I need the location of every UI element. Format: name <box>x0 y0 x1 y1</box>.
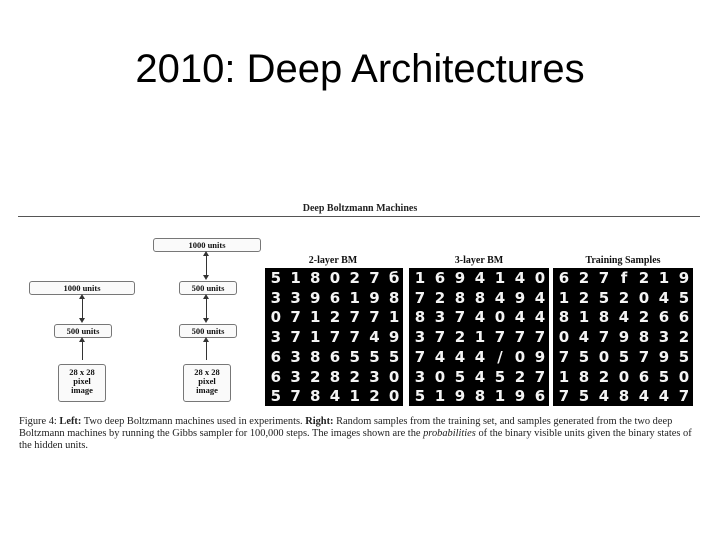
sample-digit: 5 <box>454 367 466 386</box>
sample-digit: 8 <box>558 308 570 327</box>
sample-digit: 7 <box>434 328 446 347</box>
sample-digit: 7 <box>414 347 426 366</box>
sample-digit: 4 <box>474 269 486 287</box>
sample-digit: 4 <box>434 347 446 366</box>
right-model-arrow-1-head-down <box>203 275 209 280</box>
sample-digit: 8 <box>474 288 486 307</box>
right-model-arrow-2-head-down <box>203 318 209 323</box>
samples-panel-2-layer <box>265 268 403 406</box>
sample-digit: 7 <box>598 269 610 287</box>
sample-digit: 6 <box>270 347 282 366</box>
sample-digit: 8 <box>414 308 426 327</box>
sample-digit: 7 <box>349 308 360 327</box>
panel-label-3-layer: 3-layer BM <box>454 255 504 266</box>
sample-digit: 8 <box>618 387 630 406</box>
sample-digit: 7 <box>678 387 690 406</box>
sample-digit: 5 <box>270 387 282 406</box>
sample-digit: 7 <box>494 328 506 347</box>
samples-panel-training <box>553 268 693 406</box>
right-model-arrow-3-head-up <box>203 337 209 342</box>
sample-digit: 1 <box>474 328 486 347</box>
sample-digit: 5 <box>578 387 590 406</box>
sample-digit: 0 <box>598 347 610 366</box>
sample-digit: 1 <box>494 269 506 287</box>
sample-digit: / <box>497 347 503 366</box>
sample-digit: 4 <box>494 288 506 307</box>
caption-suffix: of the binary visible units given the binary states of the hidden units. <box>19 428 692 451</box>
sample-digit: 6 <box>270 367 282 386</box>
right-model-top-layer: 1000 units <box>153 238 261 252</box>
sample-digit: 7 <box>290 387 301 406</box>
left-model-input-line-1: 28 x 28 <box>69 367 95 377</box>
sample-digit: 5 <box>578 347 590 366</box>
sample-digit: 4 <box>514 269 526 287</box>
sample-digit: 5 <box>369 347 380 366</box>
sample-digit: 1 <box>310 328 321 347</box>
sample-digit: 8 <box>638 328 650 347</box>
sample-digit: 8 <box>578 367 590 386</box>
caption-emphasis: probabilities <box>423 428 476 439</box>
sample-digit: 5 <box>414 387 426 406</box>
sample-digit: 4 <box>369 328 380 347</box>
sample-digit: 9 <box>369 288 380 307</box>
sample-digit: 7 <box>638 347 650 366</box>
sample-digit: 8 <box>474 387 486 406</box>
sample-digit: 4 <box>578 328 590 347</box>
panel-label-training: Training Samples <box>585 255 661 266</box>
right-model-input-image <box>183 364 231 402</box>
sample-digit: 2 <box>578 269 590 287</box>
sample-digit: 7 <box>369 269 380 287</box>
sample-digit: 1 <box>349 387 360 406</box>
sample-digit: 9 <box>618 328 630 347</box>
sample-digit: 3 <box>290 288 301 307</box>
figure-heading: Deep Boltzmann Machines <box>302 203 418 214</box>
sample-digit: 2 <box>638 308 650 327</box>
sample-digit: 5 <box>388 347 400 366</box>
sample-digit: 2 <box>638 269 650 287</box>
sample-digit: 1 <box>658 269 670 287</box>
sample-digit: 7 <box>290 328 301 347</box>
sample-digit: 2 <box>514 367 526 386</box>
caption-right-label: Right: <box>305 416 334 427</box>
sample-digit: 2 <box>349 367 360 386</box>
sample-digit: 4 <box>534 288 546 307</box>
sample-digit: 4 <box>638 387 650 406</box>
sample-digit: 4 <box>474 308 486 327</box>
sample-digit: 2 <box>578 288 590 307</box>
sample-digit: 9 <box>454 387 466 406</box>
sample-digit: 2 <box>598 367 610 386</box>
sample-digit: 0 <box>270 308 282 327</box>
right-model-arrow-1 <box>206 254 207 276</box>
sample-digit: 4 <box>474 367 486 386</box>
right-model-input-line-3: image <box>196 385 218 395</box>
sample-digit: 4 <box>474 347 486 366</box>
sample-digit: 8 <box>388 288 400 307</box>
sample-digit: 1 <box>558 367 570 386</box>
sample-digit: 6 <box>678 308 690 327</box>
sample-digit: 1 <box>558 288 570 307</box>
right-model-input-line-1: 28 x 28 <box>194 367 220 377</box>
panel-label-2-layer: 2-layer BM <box>308 255 358 266</box>
sample-digit: 7 <box>414 288 426 307</box>
sample-digit: 0 <box>329 269 341 287</box>
left-model-input-line-3: image <box>71 385 93 395</box>
sample-digit: 7 <box>534 367 546 386</box>
sample-digit: 0 <box>514 347 526 366</box>
sample-digit: 2 <box>310 367 321 386</box>
sample-digit: 6 <box>558 269 570 287</box>
sample-digit: 7 <box>558 347 570 366</box>
sample-digit: 3 <box>414 328 426 347</box>
sample-digit: 7 <box>349 328 360 347</box>
sample-digit: 3 <box>658 328 670 347</box>
sample-digit: f <box>620 269 628 287</box>
caption-right-text: Random samples from the training set, and samples generated from the two deep Boltzmann machines by running the Gibbs sampler for 100,000 steps. The images shown are the <box>19 416 673 439</box>
sample-digit: 1 <box>349 288 360 307</box>
sample-digit: 5 <box>678 288 690 307</box>
sample-digit: 2 <box>618 288 630 307</box>
sample-digit: 0 <box>434 367 446 386</box>
sample-digit: 5 <box>598 288 610 307</box>
sample-digit: 2 <box>349 269 360 287</box>
figure-caption <box>19 416 699 452</box>
left-model-arrow-2 <box>82 340 83 360</box>
right-model-arrow-1-head-up <box>203 251 209 256</box>
sample-digit: 8 <box>329 367 341 386</box>
sample-digit: б <box>388 269 400 287</box>
sample-digit: 4 <box>534 308 546 327</box>
sample-digit: 9 <box>514 288 526 307</box>
sample-digit: 3 <box>434 308 446 327</box>
right-model-arrow-3 <box>206 340 207 360</box>
sample-digit: 2 <box>678 328 690 347</box>
right-model-middle-layer: 500 units <box>179 281 237 295</box>
sample-digit: 7 <box>369 308 380 327</box>
sample-digit: 7 <box>598 328 610 347</box>
sample-digit: 0 <box>534 269 546 287</box>
sample-digit: 7 <box>329 328 341 347</box>
right-model-arrow-2 <box>206 297 207 318</box>
sample-digit: 2 <box>454 328 466 347</box>
sample-digit: 4 <box>658 288 670 307</box>
sample-digit: 0 <box>558 328 570 347</box>
sample-digit: 6 <box>329 347 341 366</box>
sample-digit: 1 <box>310 308 321 327</box>
figure-top-rule <box>18 216 700 217</box>
sample-digit: 0 <box>494 308 506 327</box>
sample-digit: 3 <box>290 347 301 366</box>
sample-digit: 6 <box>534 387 546 406</box>
sample-digit: 4 <box>658 387 670 406</box>
left-model-input-line-2: pixel <box>73 376 91 386</box>
sample-digit: 4 <box>618 308 630 327</box>
sample-digit: 8 <box>310 387 321 406</box>
sample-digit: 8 <box>454 288 466 307</box>
sample-digit: 5 <box>349 347 360 366</box>
sample-digit: 6 <box>329 288 341 307</box>
sample-digit: 2 <box>329 308 341 327</box>
sample-digit: 3 <box>414 367 426 386</box>
sample-digit: 5 <box>618 347 630 366</box>
sample-digit: 3 <box>369 367 380 386</box>
sample-digit: 4 <box>329 387 341 406</box>
sample-digit: 3 <box>290 367 301 386</box>
sample-digit: 4 <box>514 308 526 327</box>
sample-digit: 0 <box>638 288 650 307</box>
caption-left-label: Left: <box>59 416 82 427</box>
sample-digit: 9 <box>678 269 690 287</box>
sample-digit: 6 <box>638 367 650 386</box>
sample-digit: 9 <box>310 288 321 307</box>
left-model-input-image <box>58 364 106 402</box>
sample-digit: 5 <box>678 347 690 366</box>
sample-digit: 6 <box>658 308 670 327</box>
samples-panel-3-layer <box>409 268 549 406</box>
sample-digit: 4 <box>598 387 610 406</box>
sample-digit: 7 <box>454 308 466 327</box>
sample-digit: 8 <box>598 308 610 327</box>
sample-digit: 1 <box>388 308 400 327</box>
sample-digit: 2 <box>369 387 380 406</box>
sample-digit: 8 <box>310 269 321 287</box>
sample-digit: 1 <box>578 308 590 327</box>
sample-digit: 0 <box>388 387 400 406</box>
right-model-bottom-layer: 500 units <box>179 324 237 338</box>
sample-digit: 1 <box>434 387 446 406</box>
sample-digit: 5 <box>494 367 506 386</box>
sample-digit: 3 <box>270 288 282 307</box>
right-model-input-line-2: pixel <box>198 376 216 386</box>
left-model-arrow-2-head-up <box>79 337 85 342</box>
sample-digit: 0 <box>618 367 630 386</box>
sample-digit: 9 <box>388 328 400 347</box>
left-model-middle-layer: 500 units <box>54 324 112 338</box>
sample-digit: 0 <box>678 367 690 386</box>
sample-digit: 9 <box>534 347 546 366</box>
sample-digit: 7 <box>558 387 570 406</box>
sample-digit: 5 <box>658 367 670 386</box>
sample-digit: 4 <box>454 347 466 366</box>
sample-digit: 9 <box>658 347 670 366</box>
sample-digit: 9 <box>454 269 466 287</box>
caption-prefix: Figure 4: <box>19 416 60 427</box>
sample-digit: 7 <box>290 308 301 327</box>
sample-digit: 7 <box>514 328 526 347</box>
left-model-arrow-1-head-down <box>79 318 85 323</box>
left-model-arrow-1 <box>82 297 83 318</box>
slide-title: 2010: Deep Architectures <box>135 47 585 91</box>
sample-digit: 7 <box>534 328 546 347</box>
sample-digit: 1 <box>414 269 426 287</box>
sample-digit: 1 <box>290 269 301 287</box>
sample-digit: 9 <box>514 387 526 406</box>
sample-digit: 8 <box>310 347 321 366</box>
sample-digit: 6 <box>434 269 446 287</box>
caption-left-text: Two deep Boltzmann machines used in experiments. <box>81 416 306 427</box>
sample-digit: 5 <box>270 269 282 287</box>
left-model-arrow-1-head-up <box>79 294 85 299</box>
left-model-top-layer: 1000 units <box>29 281 135 295</box>
sample-digit: 2 <box>434 288 446 307</box>
sample-digit: 3 <box>270 328 282 347</box>
sample-digit: 1 <box>494 387 506 406</box>
sample-digit: 0 <box>388 367 400 386</box>
right-model-arrow-2-head-up <box>203 294 209 299</box>
